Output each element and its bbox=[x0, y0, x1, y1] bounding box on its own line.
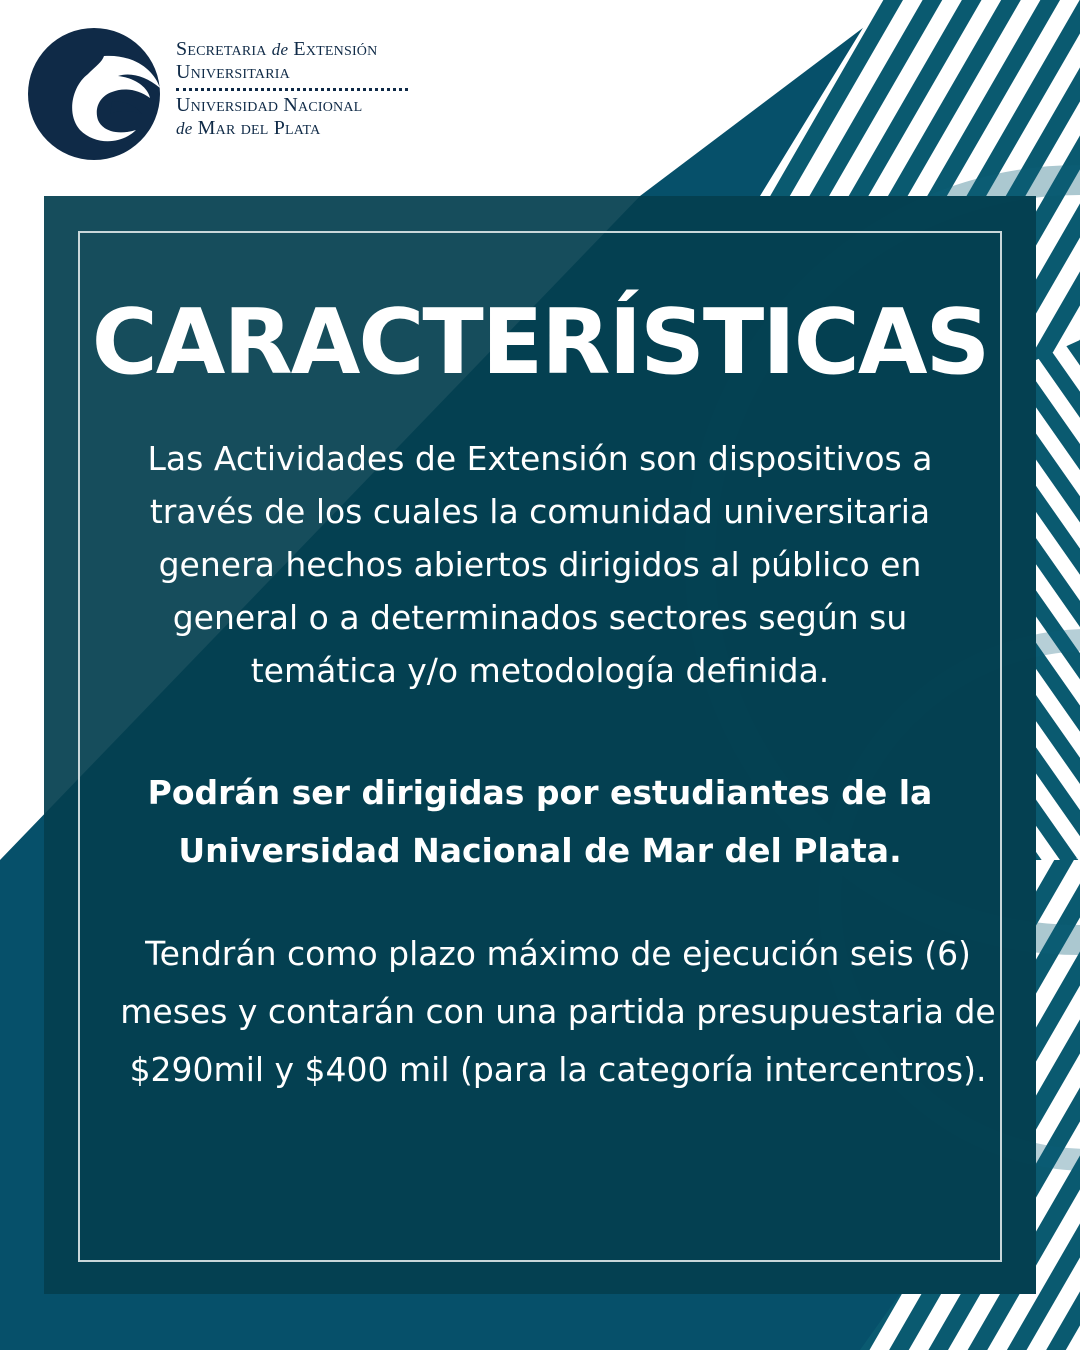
panel-content bbox=[78, 231, 1002, 1262]
intro-paragraph: Las Actividades de Extensión son dispositivos a través de los cuales la comunidad universitaria genera hechos abiertos dirigidos al público en general o a determinados sectores según su temática y/o metodología definida. bbox=[147, 439, 933, 690]
logo-universitaria: Universitaria bbox=[176, 61, 290, 83]
logo-extension: Extensión bbox=[293, 38, 378, 60]
logo-dotted-divider bbox=[176, 88, 408, 91]
wave-c-logo-icon bbox=[26, 26, 162, 162]
logo-secretaria: Secretaria bbox=[176, 38, 267, 60]
page-title: CARACTERÍSTICAS bbox=[91, 290, 989, 395]
institution-name bbox=[176, 38, 436, 140]
directed-paragraph: Podrán ser dirigidas por estudiantes de la Universidad Nacional de Mar del Plata. bbox=[147, 773, 933, 870]
logo-mar-del-plata: Mar del Plata bbox=[197, 117, 321, 139]
logo-line-2 bbox=[176, 61, 436, 84]
logo-de-2: de bbox=[176, 119, 193, 138]
logo-line-4 bbox=[176, 117, 436, 140]
logo-universidad: Universidad Nacional bbox=[176, 94, 363, 116]
logo-de: de bbox=[271, 40, 289, 59]
term-paragraph: Tendrán como plazo máximo de ejecución seis (6) meses y contarán con una partida presupuestaria de $290mil y $400 mil (para la categoría intercentros). bbox=[120, 934, 996, 1089]
logo-line-3 bbox=[176, 94, 436, 117]
logo-line-1 bbox=[176, 38, 436, 61]
